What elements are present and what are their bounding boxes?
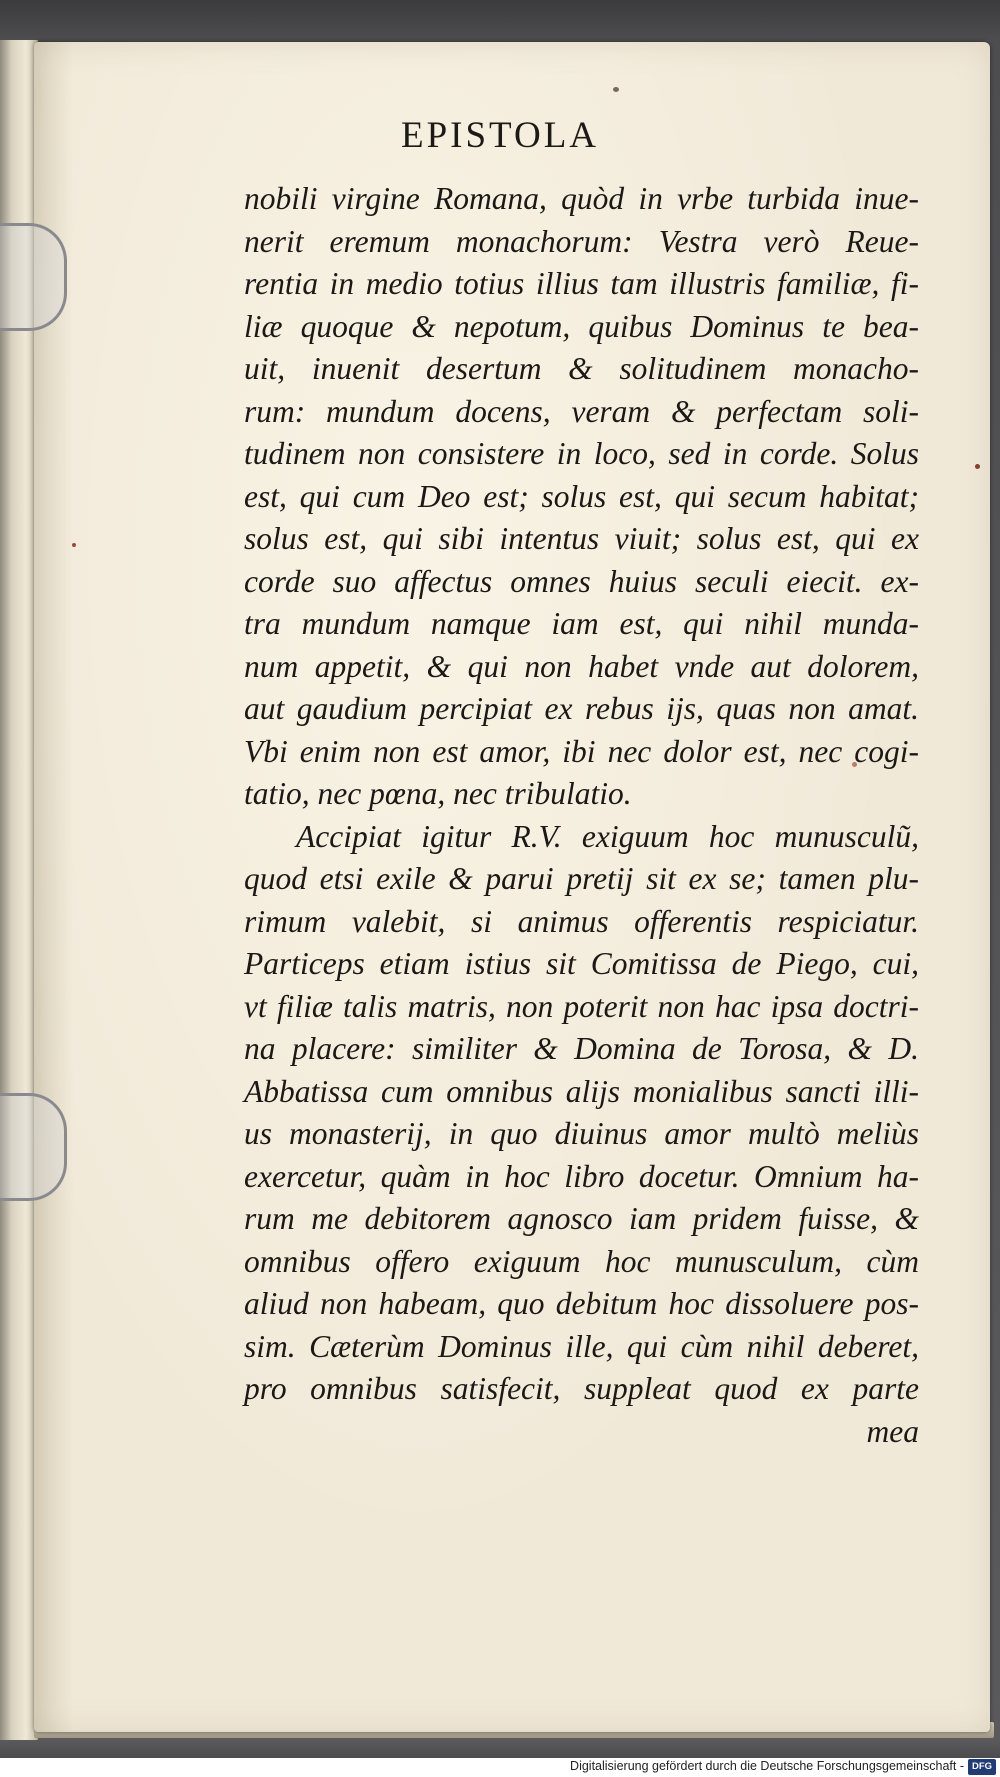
text-line: rimum valebit, si animus offerentis respiciatur.: [244, 903, 919, 939]
text-line: rum: mundum docens, veram & perfectam soli-: [244, 393, 919, 429]
text-line: corde suo affectus omnes huius seculi eiecit. ex-: [244, 563, 919, 599]
text-line: tatio, nec pœna, nec tribulatio.: [244, 776, 632, 811]
text-line: rum me debitorem agnosco iam pridem fuisse, &: [244, 1201, 919, 1236]
text-line: aut gaudium percipiat ex rebus ijs, quas non amat.: [244, 691, 919, 726]
text-line: est, qui cum Deo est; solus est, qui secum habitat;: [244, 478, 919, 514]
text-line: solus est, qui sibi intentus viuit; solus est, qui ex: [244, 521, 919, 556]
text-line: na placere: similiter & Domina de Torosa, & D.: [244, 1031, 919, 1066]
text-line: sim. Cæterùm Dominus ille, qui cùm nihil deberet,: [244, 1328, 919, 1364]
paragraph-first-line: Accipiat igitur R.V. exiguum hoc munusculũ,: [296, 818, 919, 854]
digitization-footer: [0, 1758, 1000, 1777]
funding-credit: Digitalisierung gefördert durch die Deutsche Forschungsgemeinschaft -: [570, 1759, 964, 1773]
text-line: nobili virgine Romana, quòd in vrbe turbida inue-: [244, 181, 919, 216]
catchword: mea: [866, 1413, 919, 1449]
text-line: pro omnibus satisfecit, suppleat quod ex parte: [244, 1371, 919, 1406]
text-line: omnibus offero exiguum hoc munusculum, cùm: [244, 1243, 919, 1279]
text-line: us monasterij, in quo diuinus amor multò meliùs: [244, 1116, 919, 1151]
text-line: exercetur, quàm in hoc libro docetur. Omnium ha-: [244, 1158, 919, 1194]
text-line: uit, inuenit desertum & solitudinem monacho-: [244, 351, 919, 386]
text-line: Vbi enim non est amor, ibi nec dolor est, nec cogi-: [244, 733, 919, 769]
body-text: [244, 178, 919, 1453]
text-line: aliud non habeam, quo debitum hoc dissoluere pos-: [244, 1286, 919, 1321]
text-line: Particeps etiam istius sit Comitissa de Piego, cui,: [244, 946, 919, 981]
text-line: vt filiæ talis matris, non poterit non hac ipsa doctri-: [244, 988, 919, 1024]
page-clip-top: [0, 223, 67, 331]
text-line: tudinem non consistere in loco, sed in corde. Solus: [244, 436, 919, 471]
text-line: liæ quoque & nepotum, quibus Dominus te bea-: [244, 308, 919, 344]
page-clip-bottom: [0, 1093, 67, 1201]
text-line: num appetit, & qui non habet vnde aut dolorem,: [244, 648, 919, 684]
dfg-logo: DFG: [968, 1759, 996, 1775]
ink-spot: [613, 87, 619, 92]
text-line: rentia in medio totius illius tam illustris familiæ, fi-: [244, 266, 919, 301]
text-line: nerit eremum monachorum: Vestra verò Reue-: [244, 223, 919, 259]
ink-spot: [975, 464, 980, 469]
ink-spot: [72, 543, 76, 547]
running-head: EPISTOLA: [400, 115, 600, 156]
text-line: tra mundum namque iam est, qui nihil munda-: [244, 606, 919, 641]
text-line: quod etsi exile & parui pretij sit ex se; tamen plu-: [244, 861, 919, 896]
text-line: Abbatissa cum omnibus alijs monialibus sancti illi-: [244, 1073, 919, 1109]
